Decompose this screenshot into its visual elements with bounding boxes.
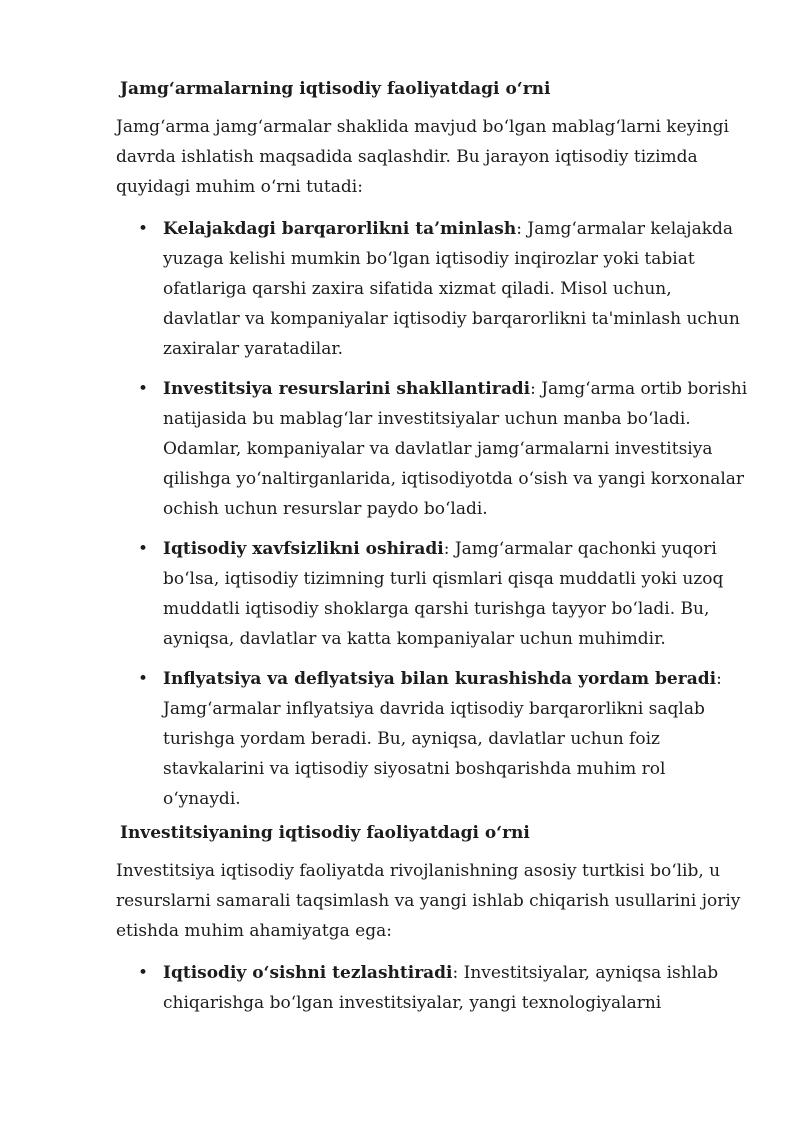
- list-item-term: Iqtisodiy o‘sishni tezlashtiradi: [163, 963, 453, 983]
- list-item-text: : Investitsiyalar, ayniqsa ishlab chiqarishga bo‘lgan investitsiyalar, yangi texnologiyalarni: [163, 963, 719, 1013]
- savings-role-list: [116, 214, 748, 814]
- investment-role-list: [116, 958, 748, 1018]
- document-page: [116, 74, 748, 1028]
- list-item-term: Investitsiya resurslarini shakllantiradi: [163, 379, 531, 399]
- list-item: [116, 958, 748, 1018]
- list-item-term: Inflyatsiya va deflyatsiya bilan kurashishda yordam beradi: [163, 669, 717, 689]
- bullet-icon: •: [138, 539, 149, 559]
- list-item-text: : Jamg‘armalar inflyatsiya davrida iqtisodiy barqarorlikni saqlab turishga yordam beradi. Bu, ayniqsa, davlatlar uchun foiz stavkalarini va iqtisodiy siyosatni boshqarishda muhim rol o‘ynaydi.: [163, 669, 722, 809]
- list-item-term: Iqtisodiy xavfsizlikni oshiradi: [163, 539, 444, 559]
- section-heading-investment: Investitsiyaning iqtisodiy faoliyatdagi o‘rni: [120, 823, 530, 843]
- section-intro-investment: Investitsiya iqtisodiy faoliyatda rivojlanishning asosiy turtkisi bo‘lib, u resurslarni samarali taqsimlash va yangi ishlab chiqarish usullarini joriy etishda muhim ahamiyatga ega:: [116, 861, 741, 941]
- list-item: [116, 214, 748, 364]
- list-item: [116, 534, 748, 654]
- bullet-icon: •: [138, 219, 149, 239]
- list-item: [116, 374, 748, 524]
- section-intro-savings: Jamg‘arma jamg‘armalar shaklida mavjud bo‘lgan mablag‘larni keyingi davrda ishlatish maqsadida saqlashdir. Bu jarayon iqtisodiy tizimda quyidagi muhim o‘rni tutadi:: [116, 117, 729, 197]
- list-item: [116, 664, 748, 814]
- list-item-text: : Jamg‘armalar kelajakda yuzaga kelishi mumkin bo‘lgan iqtisodiy inqirozlar yoki tabiat ofatlariga qarshi zaxira sifatida xizmat qiladi. Misol uchun, davlatlar va kompaniyalar iqtisodiy barqarorlikni ta'minlash uchun zaxiralar yaratadilar.: [163, 219, 740, 359]
- list-item-text: : Jamg‘armalar qachonki yuqori bo‘lsa, iqtisodiy tizimning turli qismlari qisqa muddatli yoki uzoq muddatli iqtisodiy shoklarga qarshi turishga tayyor bo‘ladi. Bu, ayniqsa, davlatlar va katta kompaniyalar uchun muhimdir.: [163, 539, 724, 649]
- section-heading-savings: Jamg‘armalarning iqtisodiy faoliyatdagi o‘rni: [120, 79, 551, 99]
- bullet-icon: •: [138, 379, 149, 399]
- bullet-icon: •: [138, 669, 149, 689]
- list-item-term: Kelajakdagi barqarorlikni ta’minlash: [163, 219, 517, 239]
- list-item-text: : Jamg‘arma ortib borishi natijasida bu mablag‘lar investitsiyalar uchun manba bo‘ladi. Odamlar, kompaniyalar va davlatlar jamg‘armalarni investitsiya qilishga yo‘naltirganlarida, iqtisodiyotda o‘sish va yangi korxonalar ochish uchun resurslar paydo bo‘ladi.: [163, 379, 748, 519]
- bullet-icon: •: [138, 963, 149, 983]
